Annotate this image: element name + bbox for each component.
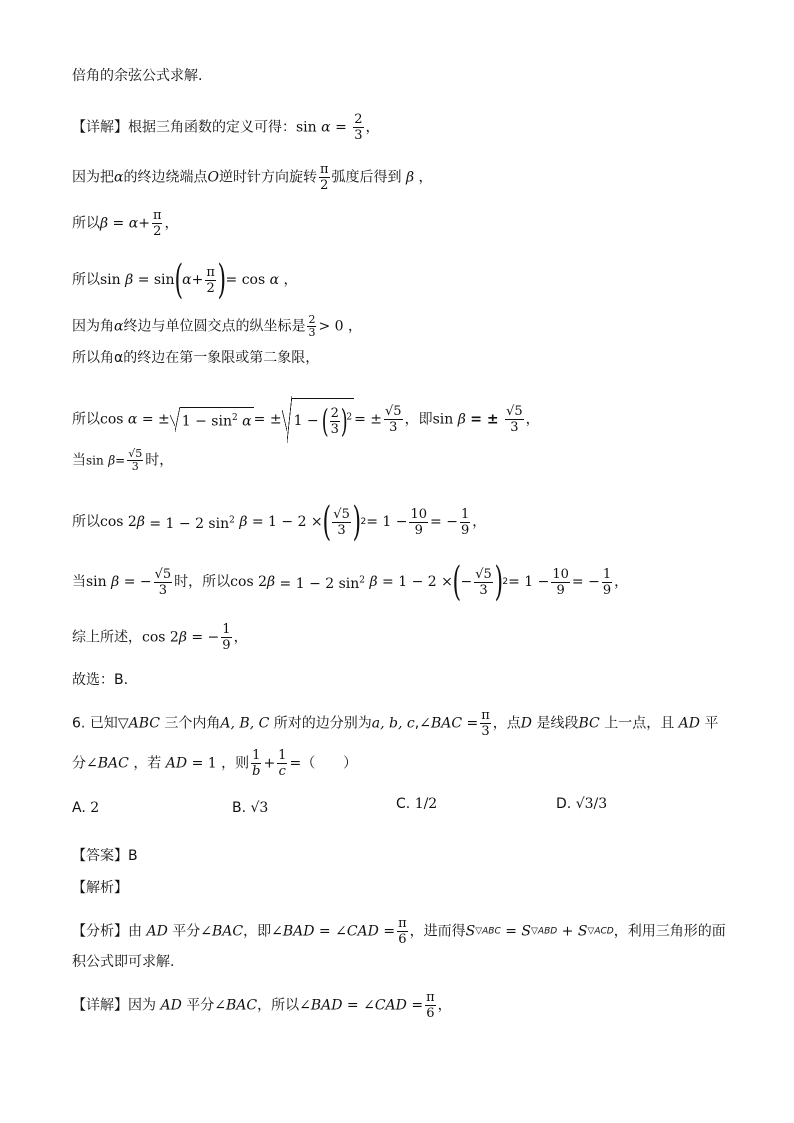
option-label: B. xyxy=(232,800,247,816)
fraction: $\frac{√5}{3}$ xyxy=(154,566,172,598)
fraction: $\frac{2}{3}$ xyxy=(354,112,363,143)
question-6-line-1: 6. 已知▽ABC 三个内角A, B, C 所对的边分别为a, b, c,∠BAC = $\frac{\pi}{3}$ ，点D 是线段BC 上一点，且 AD 平 xyxy=(72,708,719,739)
option-d[interactable] xyxy=(556,796,607,812)
line-text: 综上所述， xyxy=(72,629,142,646)
text-line-9: 当sin β= $\frac{√5}{3}$ 时， xyxy=(72,447,174,473)
line-text: ，若 xyxy=(133,755,162,772)
line-text: 【详解】因为 xyxy=(72,997,156,1014)
line-text: 【详解】根据三角函数的定义可得： xyxy=(72,119,296,136)
line-text: ，点 xyxy=(492,715,521,732)
line-text: 所以 xyxy=(72,215,100,232)
line-text: 终边与单位圆交点的纵坐标是 xyxy=(123,318,306,335)
analysis-line-2 xyxy=(72,952,174,972)
text-line-12: 综上所述，cos 2β = − $\frac{1}{9}$ ， xyxy=(72,622,248,653)
answer-blank: （ ） xyxy=(301,755,358,772)
line-text: 所对的边分别为 xyxy=(273,715,372,732)
text-line-5: 所以sin β = sin(α+ $\frac{\pi}{2}$ )= cos α ， xyxy=(72,257,298,303)
line-text: 平分 xyxy=(172,923,201,940)
line-text: 分 xyxy=(72,755,86,772)
line-text: 平分 xyxy=(186,997,215,1014)
line-text: 积公式即可求解. xyxy=(72,954,175,970)
line-text: 时， xyxy=(145,452,174,469)
option-c[interactable] xyxy=(396,796,437,812)
text-line-3: 因为把α的终边绕端点O逆时针方向旋转 $\frac{\pi}{2}$ 弧度后得到 β ， xyxy=(72,162,433,193)
option-label: D. xyxy=(556,796,572,812)
text-line-10: 所以cos 2β = 1 − 2 $\sin^2 \beta = 1 - 2$ ×( $\frac{√5}{3}$ )2= 1 − $\frac{10}{9}$ = − $\frac{1}{9}$ ， xyxy=(72,499,487,545)
answer-label: 【答案】 xyxy=(72,848,128,864)
line-text: 因为角 xyxy=(72,318,114,335)
fraction: $\frac{√5}{3}$ xyxy=(506,404,523,435)
fraction: $\frac{√5}{3}$ xyxy=(475,566,492,598)
line-text: 当 xyxy=(72,452,86,469)
option-value: 1/2 xyxy=(414,796,438,812)
line-text: 倍角的余弦公式求解. xyxy=(72,68,203,84)
fraction: $\frac{\pi}{2}$ xyxy=(206,264,215,296)
line-text: ，即 xyxy=(404,411,433,428)
text-line-2: 【详解】根据三角函数的定义可得：sin α = $\frac{2}{3}$ ， xyxy=(72,112,380,143)
line-text: ，所以 xyxy=(257,997,300,1014)
fraction: $\frac{\pi}{2}$ xyxy=(152,208,162,239)
fraction: $\frac{10}{9}$ xyxy=(410,506,428,538)
line-text: 弧度后得到 xyxy=(331,169,402,186)
text-line-7 xyxy=(72,348,319,368)
fraction: $\frac{√5}{3}$ xyxy=(385,404,402,435)
text-line-8: 所以cos α = ± $1 - \sin^2 \alpha$ = ± 1 − ( $\frac{2}{3}$ )$^2$ = ± $\frac{√5}{3}$ ，即sin β = ± $\frac{√5}{3}$ ， xyxy=(72,396,540,443)
line-text: 所以角α的终边在第一象限或第二象限， xyxy=(72,350,320,366)
fraction: $\frac{√5}{3}$ xyxy=(333,506,350,538)
fraction: $\frac{1}{c}$ xyxy=(278,748,287,779)
text-line-1 xyxy=(72,66,202,86)
text-line-6: 因为角α终边与单位圆交点的纵坐标是 $\frac{2}{3}$ > 0 ， xyxy=(72,313,363,339)
option-value: √3/3 xyxy=(575,796,608,812)
fraction: $\frac{2}{3}$ xyxy=(308,313,316,339)
line-text: 是线段 xyxy=(536,715,579,732)
line-text: 上一点，且 xyxy=(604,715,675,732)
line-text: ，则 xyxy=(221,755,250,772)
option-value: √3 xyxy=(250,800,269,816)
line-text: 逆时针方向旋转 xyxy=(218,169,317,186)
detail-line-1: 【详解】因为 AD 平分∠BAC，所以∠BAD = ∠CAD = $\frac{\pi}{6}$ ， xyxy=(72,990,452,1021)
option-label: C. xyxy=(396,796,411,812)
fraction: $\frac{1}{9}$ xyxy=(602,566,612,598)
line-text: 所以 xyxy=(72,514,100,530)
line-text: ，即 xyxy=(243,923,272,940)
fraction: $\frac{1}{9}$ xyxy=(460,506,470,538)
line-text: ，利用三角形的面 xyxy=(613,923,726,940)
option-label: A. xyxy=(72,800,86,816)
line-text: 所以 xyxy=(72,272,100,288)
line-text: 所以 xyxy=(72,411,100,428)
line-text: 当 xyxy=(72,574,86,590)
line-text: 已知 xyxy=(89,715,118,732)
analysis-heading xyxy=(72,878,128,898)
fraction: $\frac{\pi}{6}$ xyxy=(426,990,435,1021)
analysis-line-1: 【分析】由 AD 平分∠BAC，即∠BAD = ∠CAD = $\frac{\pi}{6}$ ，进而得S▽ABC = S▽ABD + S▽ACD，利用三角形的面 xyxy=(72,916,726,947)
line-text: 的终边绕端点 xyxy=(123,169,208,186)
fraction: $\frac{\pi}{2}$ xyxy=(319,162,329,193)
line-text: 【解析】 xyxy=(72,880,128,896)
answer-value: B xyxy=(128,848,138,864)
fraction: $\frac{\pi}{3}$ xyxy=(481,708,490,739)
line-text: ，进而得 xyxy=(409,923,466,940)
option-a[interactable] xyxy=(72,800,99,816)
question-6-line-2: 分∠BAC ，若 AD = 1 ，则 $\frac{1}{b}$ + $\frac{1}{c}$ =（ ） xyxy=(72,748,358,779)
line-text: 时，所以 xyxy=(174,574,231,590)
fraction: $\frac{1}{9}$ xyxy=(222,622,231,653)
line-text: 因为把 xyxy=(72,169,114,186)
answer-line xyxy=(72,846,138,866)
line-text: 平 xyxy=(704,715,719,732)
fraction: $\frac{√5}{3}$ xyxy=(128,447,143,473)
sqrt: $1 - \sin^2 \alpha$ xyxy=(170,407,254,432)
fraction: $\frac{1}{b}$ xyxy=(252,748,261,779)
option-b[interactable] xyxy=(232,800,268,816)
fraction: $\frac{\pi}{6}$ xyxy=(398,916,407,947)
text-line-11: 当sin β = − $\frac{√5}{3}$ 时，所以cos 2β = 1 − 2 $\sin^2 \beta = 1 - 2$ ×(− $\frac{√5}{3}$ )2= 1 − $\frac{10}{9}$ = − $\frac{1}{9}$ ， xyxy=(72,559,629,605)
text-line-4: 所以β = α+ $\frac{\pi}{2}$ ， xyxy=(72,208,179,239)
option-value: 2 xyxy=(90,800,100,816)
sqrt: 1 − ( $\frac{2}{3}$ )$^2$ xyxy=(282,396,355,443)
question-number: 6. xyxy=(72,715,86,732)
text-line-13 xyxy=(72,670,128,690)
line-text: 三个内角 xyxy=(164,715,221,732)
fraction: $\frac{10}{9}$ xyxy=(552,566,569,598)
line-text: 【分析】由 xyxy=(72,923,142,940)
line-text: 故选：B. xyxy=(72,672,129,688)
